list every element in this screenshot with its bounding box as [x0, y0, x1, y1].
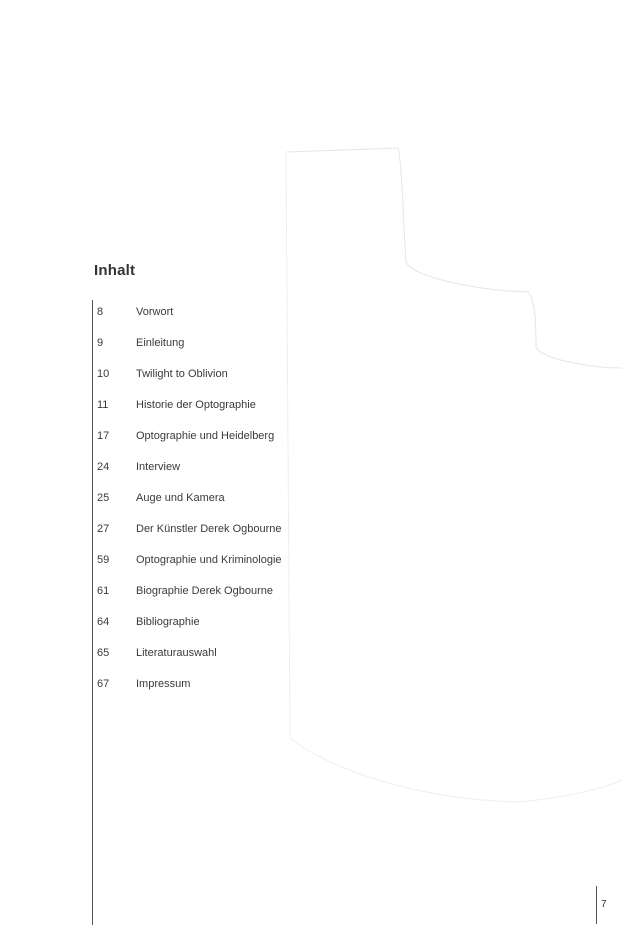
toc-page-number: 25: [97, 492, 110, 504]
toc-title: Optographie und Kriminologie: [136, 554, 282, 566]
page-number: 7: [601, 899, 607, 910]
toc-page-number: 67: [97, 678, 110, 690]
toc-entry[interactable]: [0, 399, 300, 415]
toc-entry[interactable]: [0, 461, 300, 477]
toc-title: Interview: [136, 461, 181, 473]
toc-page-number: 59: [97, 554, 110, 566]
toc-entry[interactable]: [0, 585, 300, 601]
toc-title: Twilight to Oblivion: [136, 368, 228, 380]
toc-page-number: 61: [97, 585, 110, 597]
toc-entry[interactable]: [0, 430, 300, 446]
toc-title: Impressum: [136, 678, 191, 690]
toc-entry[interactable]: [0, 306, 300, 322]
toc-page-number: 11: [97, 399, 109, 411]
toc-entry[interactable]: [0, 616, 300, 632]
toc-entry[interactable]: [0, 554, 300, 570]
toc-title: Der Künstler Derek Ogbourne: [136, 523, 282, 535]
toc-title: Literaturauswahl: [136, 647, 217, 659]
toc-entry[interactable]: [0, 492, 300, 508]
toc-entry[interactable]: [0, 337, 300, 353]
toc-vertical-rule: [92, 300, 93, 925]
toc-title: Bibliographie: [136, 616, 200, 628]
toc-title: Biographie Derek Ogbourne: [136, 585, 273, 597]
toc-page-number: 64: [97, 616, 110, 628]
page-number-rule: [596, 886, 597, 924]
toc-entry[interactable]: [0, 678, 300, 694]
toc-entry[interactable]: [0, 368, 300, 384]
toc-page-number: 8: [97, 306, 104, 318]
toc-page-number: 9: [97, 337, 104, 349]
toc-heading: Inhalt: [94, 262, 136, 279]
toc-page-number: 24: [97, 461, 110, 473]
toc-title: Historie der Optographie: [136, 399, 256, 411]
toc-title: Auge und Kamera: [136, 492, 225, 504]
toc-title: Vorwort: [136, 306, 174, 318]
toc-title: Optographie und Heidelberg: [136, 430, 275, 442]
toc-title: Einleitung: [136, 337, 185, 349]
toc-page-number: 10: [97, 368, 110, 380]
toc-page-number: 65: [97, 647, 110, 659]
toc-page-number: 17: [97, 430, 110, 442]
toc-entry[interactable]: [0, 523, 300, 539]
toc-entry[interactable]: [0, 647, 300, 663]
toc-page-number: 27: [97, 523, 110, 535]
